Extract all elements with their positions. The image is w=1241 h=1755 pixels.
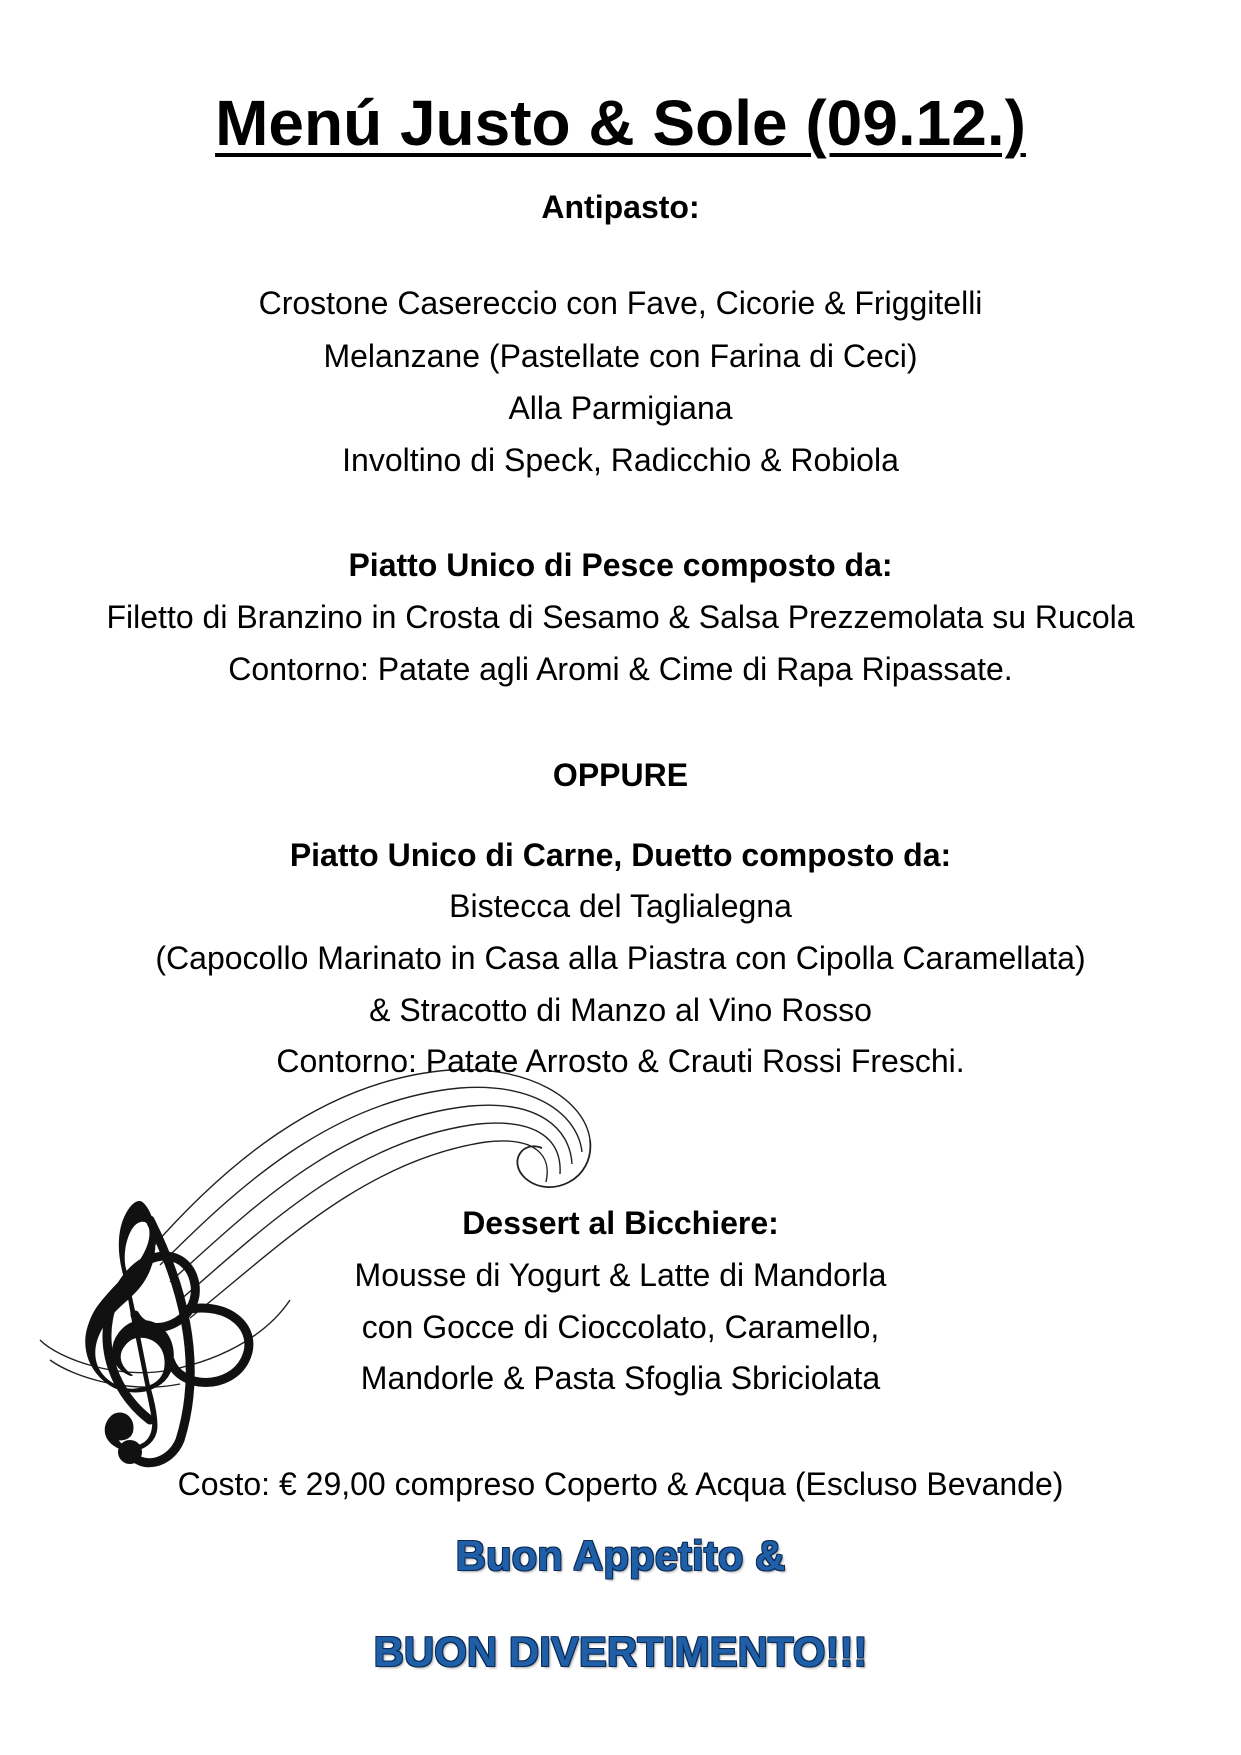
closing-divertimento: BUON DIVERTIMENTO!!! [373,1628,868,1675]
antipasto-item: Crostone Casereccio con Fave, Cicorie & Friggitelli [258,285,983,321]
dessert-item: con Gocce di Cioccolato, Caramello, [361,1309,880,1345]
price-line: Costo: € 29,00 compreso Coperto & Acqua (Escluso Bevande) [177,1466,1064,1502]
antipasto-item: Involtino di Speck, Radicchio & Robiola [342,442,899,478]
closing-greeting: Buon Appetito & [455,1532,786,1579]
pesce-item: Contorno: Patate agli Aromi & Cime di Rapa Ripassate. [228,651,1013,687]
carne-heading: Piatto Unico di Carne, Duetto composto da: [289,837,952,873]
carne-item: (Capocollo Marinato in Casa alla Piastra con Cipolla Caramellata) [155,940,1086,976]
antipasto-item: Alla Parmigiana [508,390,733,426]
pesce-item: Filetto di Branzino in Crosta di Sesamo & Salsa Prezzemolata su Rucola [106,599,1135,635]
menu-title: Menú Justo & Sole (09.12.) [215,87,1026,159]
carne-item: Bistecca del Taglialegna [449,888,792,924]
pesce-heading: Piatto Unico di Pesce composto da: [348,547,893,583]
dessert-item: Mousse di Yogurt & Latte di Mandorla [354,1257,887,1293]
dessert-heading: Dessert al Bicchiere: [462,1205,779,1241]
carne-item: Contorno: Patate Arrosto & Crauti Rossi Freschi. [276,1043,965,1079]
oppure-divider: OPPURE [552,757,689,793]
carne-item: & Stracotto di Manzo al Vino Rosso [369,992,872,1028]
svg-text:𝄞: 𝄞 [60,1195,185,1440]
antipasto-item: Melanzane (Pastellate con Farina di Ceci) [323,338,918,374]
dessert-item: Mandorle & Pasta Sfoglia Sbriciolata [360,1360,881,1396]
antipasto-heading: Antipasto: [541,189,700,225]
